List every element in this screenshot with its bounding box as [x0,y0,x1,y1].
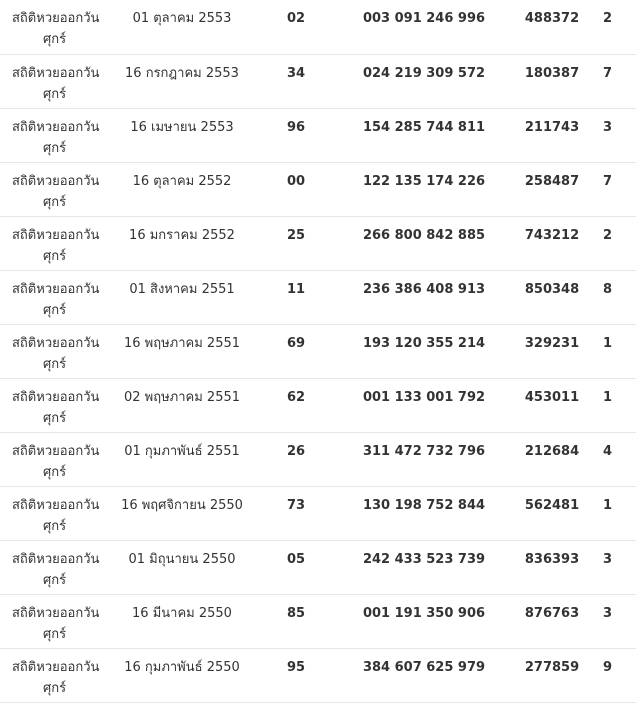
last-digit: 1 [602,335,612,351]
row-title-cell [0,594,112,648]
two-digit-cell [252,594,340,648]
first-prize-number: 876763 [524,605,580,621]
three-digit-cell [340,270,508,324]
row-title-cell [0,162,112,216]
row-title-cell [0,486,112,540]
row-title-cell [0,54,112,108]
table-row [0,216,636,270]
draw-date-cell [112,594,252,648]
draw-date: 16 มีนาคม 2550 [132,605,232,621]
table-row [0,378,636,432]
draw-date-cell [112,216,252,270]
draw-date-cell [112,648,252,702]
row-title-line1: สถิติหวยออกวัน [12,11,100,26]
row-title-line1: สถิติหวยออกวัน [12,281,100,297]
two-digit-cell [252,108,340,162]
table-row [0,108,636,162]
row-title-cell [0,432,112,486]
draw-date: 16 เมษายน 2553 [130,119,234,135]
table-row [0,270,636,324]
last-digit-cell [596,486,636,540]
two-digit-number: 85 [286,605,306,621]
two-digit-cell [252,324,340,378]
table-row [0,54,636,108]
two-digit-number: 05 [286,551,306,567]
row-title-line2: ศุกร์ [43,572,67,588]
first-prize-number: 212684 [524,443,580,459]
first-prize-cell [508,540,596,594]
first-prize-cell [508,324,596,378]
first-prize-number: 329231 [524,335,580,351]
row-title-line2: ศุกร์ [43,356,67,372]
row-title-line1: สถิติหวยออกวัน [12,173,100,189]
two-digit-cell [252,162,340,216]
two-digit-number: 73 [286,497,306,513]
row-title-cell [0,648,112,702]
three-digit-numbers: 130 198 752 844 [362,497,486,513]
three-digit-numbers: 122 135 174 226 [362,173,486,189]
two-digit-cell [252,0,340,54]
table-row [0,0,636,54]
two-digit-number: 62 [286,389,306,405]
first-prize-number: 277859 [524,659,580,675]
last-digit: 3 [602,605,612,621]
row-title-line2: ศุกร์ [43,410,67,426]
last-digit: 2 [602,11,612,26]
last-digit: 1 [602,389,612,405]
two-digit-cell [252,486,340,540]
draw-date-cell [112,378,252,432]
two-digit-number: 11 [286,281,306,297]
three-digit-numbers: 001 191 350 906 [362,605,486,621]
first-prize-cell [508,432,596,486]
first-prize-number: 562481 [524,497,580,513]
row-title-line1: สถิติหวยออกวัน [12,605,100,621]
two-digit-cell [252,540,340,594]
first-prize-number: 488372 [524,11,580,26]
draw-date-cell [112,324,252,378]
first-prize-cell [508,216,596,270]
first-prize-cell [508,270,596,324]
last-digit-cell [596,432,636,486]
draw-date-cell [112,162,252,216]
first-prize-cell [508,648,596,702]
three-digit-numbers: 154 285 744 811 [362,119,486,135]
last-digit-cell [596,216,636,270]
last-digit-cell [596,162,636,216]
draw-date-cell [112,54,252,108]
draw-date-cell [112,0,252,54]
row-title-line2: ศุกร์ [43,302,67,318]
three-digit-cell [340,162,508,216]
three-digit-numbers: 242 433 523 739 [362,551,486,567]
last-digit-cell [596,0,636,54]
three-digit-numbers: 311 472 732 796 [362,443,486,459]
draw-date: 02 พฤษภาคม 2551 [123,389,241,405]
table-row [0,432,636,486]
three-digit-cell [340,594,508,648]
first-prize-number: 453011 [524,389,580,405]
draw-date: 16 พฤศจิกายน 2550 [121,497,243,513]
draw-date-cell [112,486,252,540]
row-title-line1: สถิติหวยออกวัน [12,227,100,243]
row-title-cell [0,216,112,270]
last-digit: 3 [602,119,612,135]
two-digit-number: 26 [286,443,306,459]
two-digit-cell [252,54,340,108]
row-title-line2: ศุกร์ [43,32,67,47]
three-digit-numbers: 001 133 001 792 [362,389,486,405]
first-prize-cell [508,486,596,540]
first-prize-number: 836393 [524,551,580,567]
draw-date: 01 กุมภาพันธ์ 2551 [124,443,240,459]
draw-date: 16 ตุลาคม 2552 [132,173,232,189]
row-title-line1: สถิติหวยออกวัน [12,551,100,567]
first-prize-number: 743212 [524,227,580,243]
last-digit-cell [596,270,636,324]
first-prize-number: 850348 [524,281,580,297]
last-digit: 7 [602,173,612,189]
two-digit-cell [252,270,340,324]
row-title-line1: สถิติหวยออกวัน [12,497,100,513]
draw-date: 01 ตุลาคม 2553 [132,11,232,26]
three-digit-cell [340,216,508,270]
two-digit-number: 69 [286,335,306,351]
draw-date: 01 สิงหาคม 2551 [129,281,235,297]
two-digit-number: 34 [286,65,306,81]
first-prize-number: 258487 [524,173,580,189]
two-digit-cell [252,216,340,270]
row-title-cell [0,540,112,594]
row-title-line1: สถิติหวยออกวัน [12,65,100,81]
two-digit-number: 95 [286,659,306,675]
three-digit-numbers: 193 120 355 214 [362,335,486,351]
table-row [0,324,636,378]
last-digit: 3 [602,551,612,567]
last-digit: 2 [602,227,612,243]
row-title-line1: สถิติหวยออกวัน [12,335,100,351]
last-digit-cell [596,540,636,594]
draw-date: 16 กรกฎาคม 2553 [125,65,239,81]
draw-date: 16 มกราคม 2552 [129,227,235,243]
row-title-line2: ศุกร์ [43,140,67,156]
two-digit-cell [252,648,340,702]
three-digit-cell [340,540,508,594]
three-digit-cell [340,0,508,54]
first-prize-cell [508,0,596,54]
last-digit: 8 [602,281,612,297]
three-digit-numbers: 266 800 842 885 [362,227,486,243]
row-title-line1: สถิติหวยออกวัน [12,389,100,405]
row-title-line2: ศุกร์ [43,248,67,264]
last-digit: 9 [602,659,612,675]
first-prize-number: 180387 [524,65,580,81]
two-digit-number: 00 [286,173,306,189]
table-row [0,648,636,702]
draw-date-cell [112,108,252,162]
last-digit: 7 [602,65,612,81]
last-digit-cell [596,324,636,378]
row-title-cell [0,108,112,162]
three-digit-cell [340,432,508,486]
row-title-cell [0,270,112,324]
three-digit-numbers: 384 607 625 979 [362,659,486,675]
row-title-line2: ศุกร์ [43,86,67,102]
three-digit-numbers: 003 091 246 996 [362,11,486,26]
three-digit-numbers: 024 219 309 572 [362,65,486,81]
two-digit-number: 96 [286,119,306,135]
row-title-line2: ศุกร์ [43,464,67,480]
table-row [0,594,636,648]
row-title-cell [0,0,112,54]
first-prize-cell [508,54,596,108]
first-prize-cell [508,108,596,162]
draw-date: 16 กุมภาพันธ์ 2550 [124,659,240,675]
three-digit-cell [340,648,508,702]
row-title-line2: ศุกร์ [43,680,67,696]
last-digit-cell [596,108,636,162]
three-digit-numbers: 236 386 408 913 [362,281,486,297]
first-prize-cell [508,378,596,432]
last-digit: 1 [602,497,612,513]
draw-date-cell [112,270,252,324]
row-title-line2: ศุกร์ [43,626,67,642]
three-digit-cell [340,324,508,378]
two-digit-cell [252,378,340,432]
three-digit-cell [340,378,508,432]
last-digit: 4 [602,443,612,459]
row-title-line1: สถิติหวยออกวัน [12,443,100,459]
row-title-line1: สถิติหวยออกวัน [12,119,100,135]
last-digit-cell [596,378,636,432]
three-digit-cell [340,108,508,162]
two-digit-cell [252,432,340,486]
table-row [0,162,636,216]
first-prize-cell [508,594,596,648]
three-digit-cell [340,54,508,108]
last-digit-cell [596,594,636,648]
row-title-cell [0,324,112,378]
draw-date: 01 มิถุนายน 2550 [128,551,236,567]
draw-date-cell [112,540,252,594]
last-digit-cell [596,54,636,108]
row-title-line2: ศุกร์ [43,194,67,210]
row-title-line2: ศุกร์ [43,518,67,534]
last-digit-cell [596,648,636,702]
row-title-line1: สถิติหวยออกวัน [12,659,100,675]
three-digit-cell [340,486,508,540]
first-prize-cell [508,162,596,216]
row-title-cell [0,378,112,432]
two-digit-number: 02 [286,11,306,26]
draw-date-cell [112,432,252,486]
two-digit-number: 25 [286,227,306,243]
table-row [0,540,636,594]
draw-date: 16 พฤษภาคม 2551 [123,335,241,351]
table-row [0,486,636,540]
first-prize-number: 211743 [524,119,580,135]
